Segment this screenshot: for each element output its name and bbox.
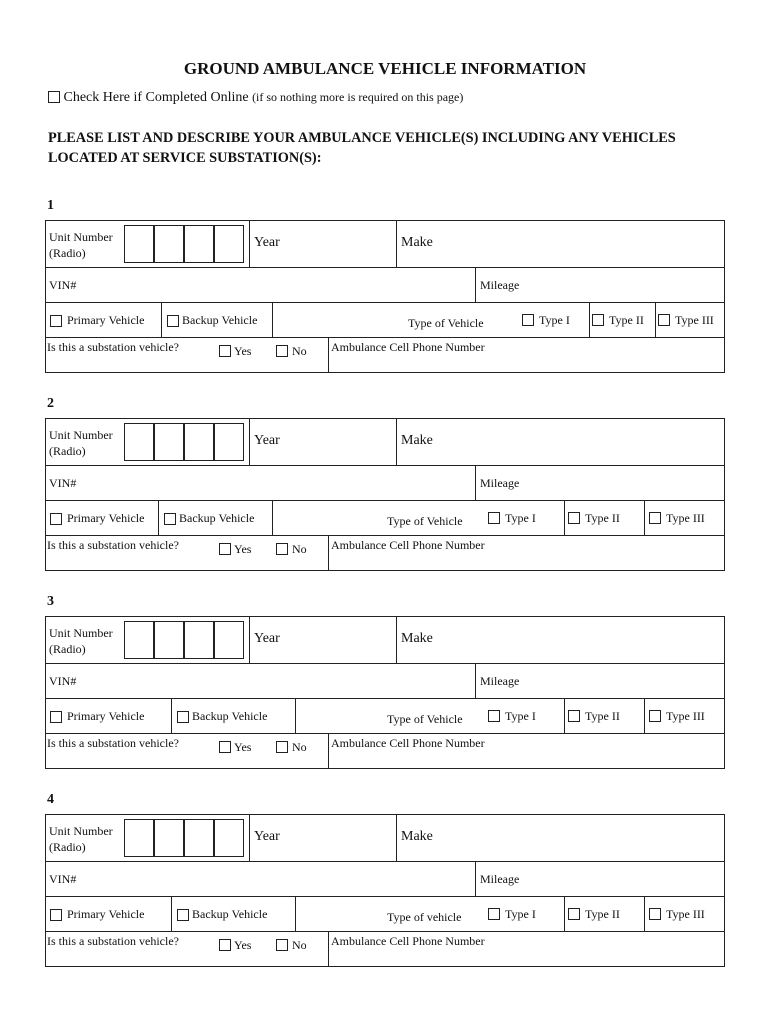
mileage-label: Mileage xyxy=(480,674,520,688)
completed-online-note: (if so nothing more is required on this page) xyxy=(252,90,464,104)
backup-vehicle-label: Backup Vehicle xyxy=(192,907,268,921)
substation-question: Is this a substation vehicle? xyxy=(47,736,179,750)
substation-no-checkbox[interactable] xyxy=(276,939,288,951)
type-2-checkbox[interactable] xyxy=(568,710,580,722)
year-label: Year xyxy=(254,433,280,448)
unit-number-digit-2[interactable] xyxy=(154,225,184,263)
make-label: Make xyxy=(401,829,433,844)
unit-number-digit-4[interactable] xyxy=(214,621,244,659)
primary-vehicle-checkbox[interactable] xyxy=(50,909,62,921)
type-3-label: Type III xyxy=(675,313,714,327)
primary-vehicle-label: Primary Vehicle xyxy=(67,511,145,525)
year-label: Year xyxy=(254,631,280,646)
substation-no-label: No xyxy=(292,938,307,952)
backup-vehicle-checkbox[interactable] xyxy=(167,315,179,327)
unit-number-label: Unit Number xyxy=(49,230,113,244)
radio-label: (Radio) xyxy=(49,444,86,458)
type-3-label: Type III xyxy=(666,709,705,723)
backup-vehicle-label: Backup Vehicle xyxy=(179,511,255,525)
substation-no-label: No xyxy=(292,740,307,754)
unit-number-digit-4[interactable] xyxy=(214,423,244,461)
instructions-line-2: LOCATED AT SERVICE SUBSTATION(S): xyxy=(48,150,322,166)
substation-yes-label: Yes xyxy=(234,740,252,754)
type-2-label: Type II xyxy=(585,709,620,723)
vehicle-number: 1 xyxy=(47,198,54,213)
unit-number-digit-3[interactable] xyxy=(184,819,214,857)
vehicle-number: 2 xyxy=(47,396,54,411)
type-1-checkbox[interactable] xyxy=(488,908,500,920)
unit-number-digit-3[interactable] xyxy=(184,423,214,461)
unit-number-digit-4[interactable] xyxy=(214,225,244,263)
primary-vehicle-label: Primary Vehicle xyxy=(67,313,145,327)
type-of-vehicle-label: Type of Vehicle xyxy=(387,514,463,528)
unit-number-digit-2[interactable] xyxy=(154,423,184,461)
make-label: Make xyxy=(401,433,433,448)
substation-yes-checkbox[interactable] xyxy=(219,345,231,357)
mileage-label: Mileage xyxy=(480,476,520,490)
type-2-checkbox[interactable] xyxy=(592,314,604,326)
vin-label: VIN# xyxy=(49,476,77,490)
type-1-label: Type I xyxy=(505,709,536,723)
year-label: Year xyxy=(254,829,280,844)
type-of-vehicle-label: Type of Vehicle xyxy=(408,316,484,330)
mileage-label: Mileage xyxy=(480,278,520,292)
type-2-checkbox[interactable] xyxy=(568,908,580,920)
cell-phone-label: Ambulance Cell Phone Number xyxy=(331,340,485,354)
type-1-checkbox[interactable] xyxy=(488,512,500,524)
substation-no-checkbox[interactable] xyxy=(276,345,288,357)
year-label: Year xyxy=(254,235,280,250)
backup-vehicle-checkbox[interactable] xyxy=(177,909,189,921)
unit-number-digit-1[interactable] xyxy=(124,423,154,461)
mileage-label: Mileage xyxy=(480,872,520,886)
cell-phone-label: Ambulance Cell Phone Number xyxy=(331,538,485,552)
substation-no-checkbox[interactable] xyxy=(276,543,288,555)
instructions xyxy=(48,128,676,168)
primary-vehicle-label: Primary Vehicle xyxy=(67,907,145,921)
type-1-checkbox[interactable] xyxy=(522,314,534,326)
substation-yes-label: Yes xyxy=(234,938,252,952)
type-2-label: Type II xyxy=(585,511,620,525)
substation-question: Is this a substation vehicle? xyxy=(47,538,179,552)
form-title: GROUND AMBULANCE VEHICLE INFORMATION xyxy=(183,59,587,78)
substation-yes-checkbox[interactable] xyxy=(219,741,231,753)
vehicle-block xyxy=(45,220,725,373)
substation-yes-checkbox[interactable] xyxy=(219,939,231,951)
type-of-vehicle-label: Type of vehicle xyxy=(387,910,462,924)
type-of-vehicle-label: Type of Vehicle xyxy=(387,712,463,726)
make-label: Make xyxy=(401,631,433,646)
vehicle-block xyxy=(45,814,725,967)
vin-label: VIN# xyxy=(49,278,77,292)
primary-vehicle-checkbox[interactable] xyxy=(50,513,62,525)
unit-number-digit-1[interactable] xyxy=(124,621,154,659)
vehicle-number: 3 xyxy=(47,594,54,609)
vehicle-block xyxy=(45,616,725,769)
backup-vehicle-checkbox[interactable] xyxy=(164,513,176,525)
radio-label: (Radio) xyxy=(49,840,86,854)
unit-number-digit-3[interactable] xyxy=(184,621,214,659)
type-3-checkbox[interactable] xyxy=(649,908,661,920)
substation-no-label: No xyxy=(292,344,307,358)
type-1-label: Type I xyxy=(505,511,536,525)
unit-number-label: Unit Number xyxy=(49,824,113,838)
primary-vehicle-label: Primary Vehicle xyxy=(67,709,145,723)
vin-label: VIN# xyxy=(49,872,77,886)
vehicle-block xyxy=(45,418,725,571)
type-1-label: Type I xyxy=(505,907,536,921)
radio-label: (Radio) xyxy=(49,642,86,656)
make-label: Make xyxy=(401,235,433,250)
radio-label: (Radio) xyxy=(49,246,86,260)
online-completion-row xyxy=(48,90,463,106)
unit-number-digit-4[interactable] xyxy=(214,819,244,857)
unit-number-label: Unit Number xyxy=(49,626,113,640)
type-3-label: Type III xyxy=(666,907,705,921)
unit-number-digit-1[interactable] xyxy=(124,225,154,263)
type-1-checkbox[interactable] xyxy=(488,710,500,722)
substation-yes-label: Yes xyxy=(234,344,252,358)
substation-question: Is this a substation vehicle? xyxy=(47,934,179,948)
unit-number-digit-2[interactable] xyxy=(154,621,184,659)
substation-yes-label: Yes xyxy=(234,542,252,556)
type-2-label: Type II xyxy=(585,907,620,921)
substation-question: Is this a substation vehicle? xyxy=(47,340,179,354)
vin-label: VIN# xyxy=(49,674,77,688)
type-1-label: Type I xyxy=(539,313,570,327)
backup-vehicle-checkbox[interactable] xyxy=(177,711,189,723)
backup-vehicle-label: Backup Vehicle xyxy=(192,709,268,723)
vehicle-number: 4 xyxy=(47,792,54,807)
type-3-checkbox[interactable] xyxy=(658,314,670,326)
completed-online-checkbox[interactable] xyxy=(48,91,60,103)
unit-number-digit-2[interactable] xyxy=(154,819,184,857)
type-2-checkbox[interactable] xyxy=(568,512,580,524)
unit-number-digit-1[interactable] xyxy=(124,819,154,857)
backup-vehicle-label: Backup Vehicle xyxy=(182,313,258,327)
type-2-label: Type II xyxy=(609,313,644,327)
unit-number-digit-3[interactable] xyxy=(184,225,214,263)
instructions-line-1: PLEASE LIST AND DESCRIBE YOUR AMBULANCE VEHICLE(S) INCLUDING ANY VEHICLES xyxy=(48,130,676,146)
substation-no-label: No xyxy=(292,542,307,556)
primary-vehicle-checkbox[interactable] xyxy=(50,711,62,723)
substation-yes-checkbox[interactable] xyxy=(219,543,231,555)
unit-number-label: Unit Number xyxy=(49,428,113,442)
type-3-checkbox[interactable] xyxy=(649,710,661,722)
cell-phone-label: Ambulance Cell Phone Number xyxy=(331,736,485,750)
substation-no-checkbox[interactable] xyxy=(276,741,288,753)
type-3-label: Type III xyxy=(666,511,705,525)
type-3-checkbox[interactable] xyxy=(649,512,661,524)
primary-vehicle-checkbox[interactable] xyxy=(50,315,62,327)
completed-online-label: Check Here if Completed Online xyxy=(63,90,249,105)
cell-phone-label: Ambulance Cell Phone Number xyxy=(331,934,485,948)
